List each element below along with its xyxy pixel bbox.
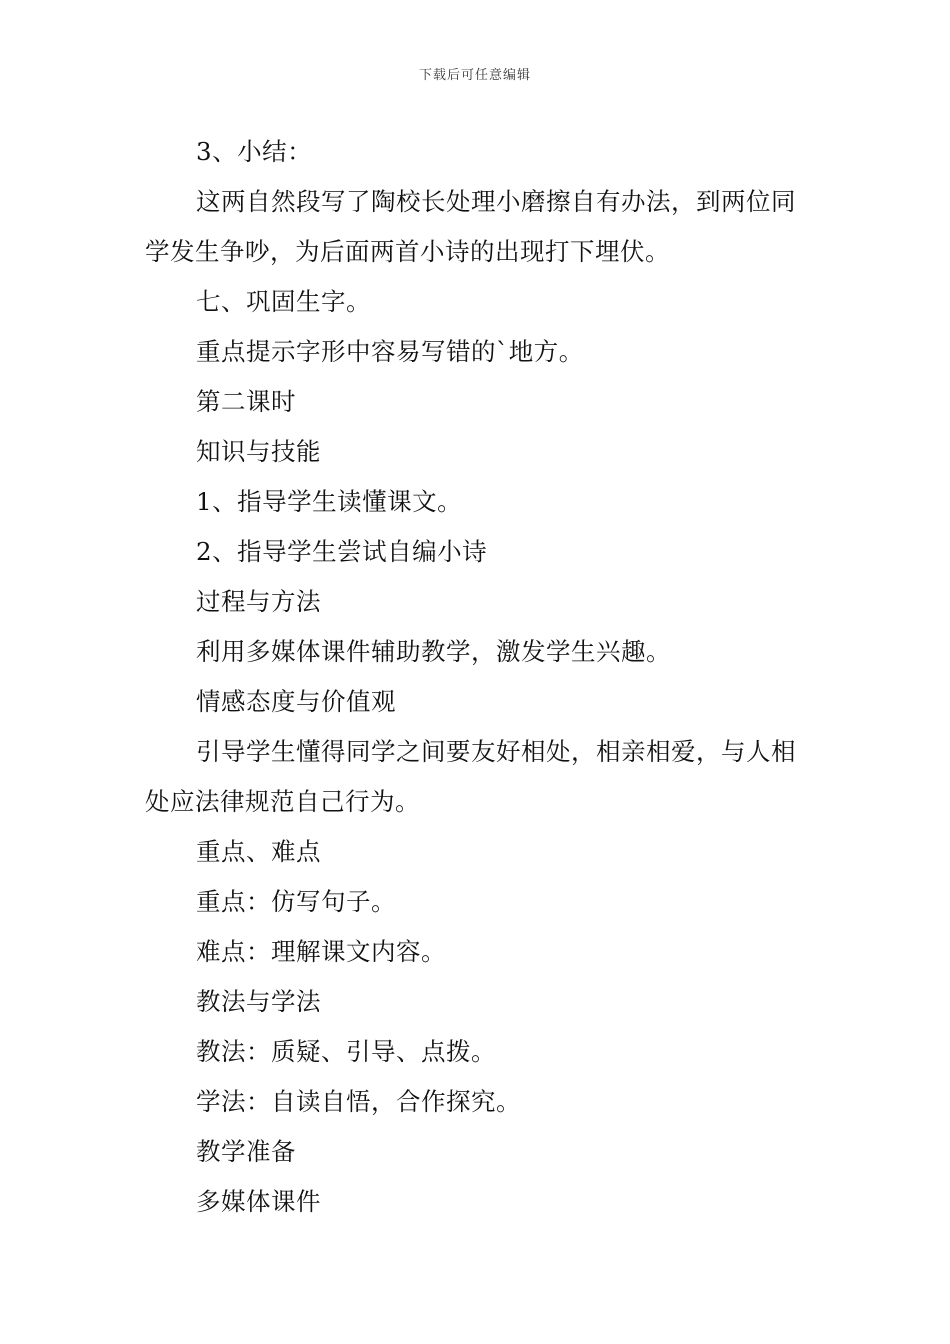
page-header: 下载后可任意编辑 [418, 68, 531, 83]
paragraph-learning-method: 学法：自读自悟，合作探究。 [196, 1087, 521, 1116]
paragraph-key-point: 重点：仿写句子。 [196, 887, 396, 916]
paragraph-summary-text: 这两自然段写了陶校长处理小磨擦自有办法，到两位同学发生争吵，为后面两首小诗的出现打下埋伏。 [145, 187, 796, 266]
paragraph-preparation: 教学准备 [196, 1137, 296, 1166]
paragraph-summary-heading: 3、小结： [196, 137, 313, 166]
paragraph-methods: 教法与学法 [196, 987, 321, 1016]
paragraph-attitude-values: 情感态度与价值观 [196, 687, 396, 716]
paragraph-difficult-point: 难点：理解课文内容。 [196, 937, 446, 966]
paragraph-goal-two: 2、指导学生尝试自编小诗 [196, 537, 488, 566]
paragraph-second-lesson: 第二课时 [196, 387, 296, 416]
paragraph-glyph-tip: 重点提示字形中容易写错的`地方。 [196, 337, 584, 366]
paragraph-section-seven: 七、巩固生字。 [196, 287, 371, 316]
paragraph-process-method: 过程与方法 [196, 587, 321, 616]
paragraph-guidance: 引导学生懂得同学之间要友好相处，相亲相爱，与人相处应法律规范自己行为。 [145, 737, 796, 816]
paragraph-knowledge-skills: 知识与技能 [196, 437, 321, 466]
document-body [145, 127, 809, 1227]
paragraph-key-difficult: 重点、难点 [196, 837, 321, 866]
paragraph-multimedia: 利用多媒体课件辅助教学，激发学生兴趣。 [196, 637, 671, 666]
paragraph-teaching-method: 教法：质疑、引导、点拨。 [196, 1037, 496, 1066]
paragraph-goal-one: 1、指导学生读懂课文。 [196, 487, 463, 516]
paragraph-courseware: 多媒体课件 [196, 1187, 321, 1216]
